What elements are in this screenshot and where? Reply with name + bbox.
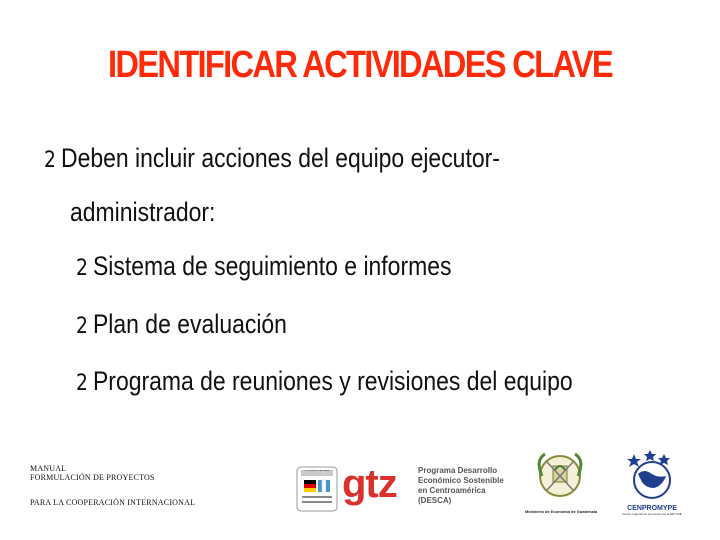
slide-title: IDENTIFICAR ACTIVIDADES CLAVE <box>108 44 612 86</box>
sub-bullet-label: Programa de reuniones y revisiones del equipo <box>93 366 573 396</box>
sub-bullet-label: Plan de evaluación <box>93 309 287 339</box>
footer-formulacion: FORMULACIÓN DE PROYECTOS <box>30 473 155 482</box>
programa-line1: Programa Desarrollo <box>418 466 498 475</box>
gtz-logo: gtz <box>342 462 397 506</box>
bullet-icon: 2 <box>76 314 88 339</box>
coat-of-arms-icon <box>525 446 595 502</box>
cenpromype-label: CENPROMYPE <box>627 505 677 512</box>
coop-badge-label: COOPERACIÓN ALEMANA <box>304 470 330 472</box>
main-bullet <box>44 143 500 174</box>
sub-bullet <box>76 309 287 340</box>
programa-line3: en Centroamérica <box>418 486 486 495</box>
ministerio-economia-logo <box>525 446 598 514</box>
programa-desca-logo <box>418 466 504 506</box>
sub-bullet <box>76 251 451 282</box>
bullet-icon: 2 <box>76 256 88 281</box>
main-bullet-text-line1: Deben incluir acciones del equipo ejecutor- <box>61 143 500 173</box>
cenpromype-sub: Centro regional de promoción de la MIPYME <box>622 512 682 516</box>
footer-manual: MANUAL <box>30 464 67 473</box>
programa-line4: (DESCA) <box>418 496 452 505</box>
sub-bullet-label: Sistema de seguimiento e informes <box>93 251 452 281</box>
footer-cooperacion: PARA LA COOPERACIÓN INTERNACIONAL <box>30 498 196 507</box>
main-bullet-continuation: administrador: <box>70 197 216 227</box>
cenpromype-logo <box>614 448 690 514</box>
cenpromype-emblem-icon <box>614 448 690 500</box>
ministerio-label: Ministerio de Economía de Guatemala <box>525 509 598 514</box>
sub-bullet <box>76 366 573 397</box>
bullet-icon: 2 <box>76 371 88 396</box>
cooperacion-alemana-logo <box>296 466 338 512</box>
bullet-icon: 2 <box>44 148 56 173</box>
programa-line2: Económico Sostenible <box>418 476 504 485</box>
